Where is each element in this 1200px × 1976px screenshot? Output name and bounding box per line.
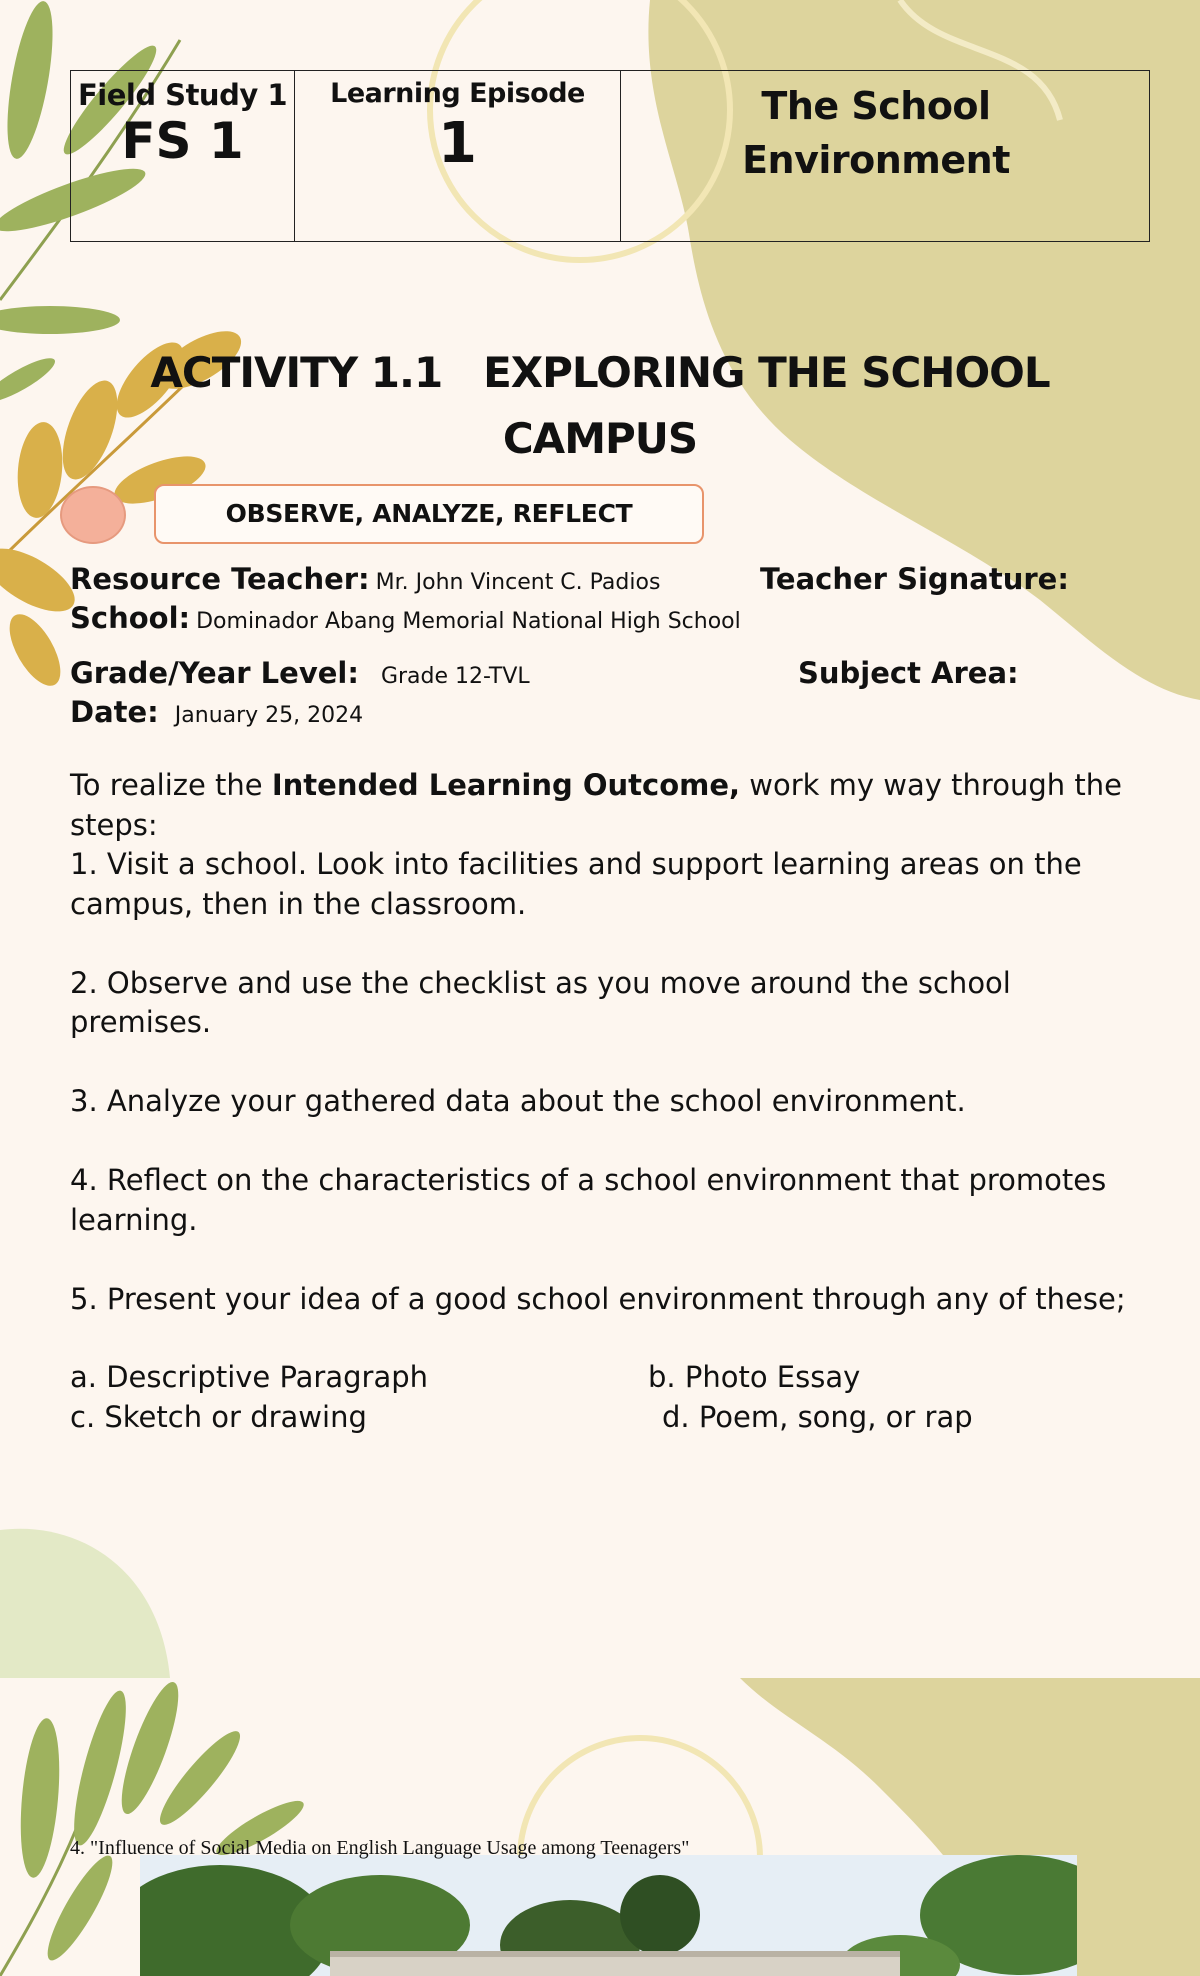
banner-circle-decoration: [60, 486, 126, 544]
school-value: Dominador Abang Memorial National High School: [196, 609, 741, 634]
activity-title-line-1: ACTIVITY 1.1 EXPLORING THE SCHOOL: [150, 348, 1050, 397]
learning-episode-cell: [295, 71, 621, 241]
school-campus-photo: [140, 1855, 1077, 1976]
step-item: 5. Present your idea of a good school environment through any of these;: [70, 1281, 1126, 1316]
step-item: 2. Observe and use the checklist as you move around the school premises.: [70, 965, 1011, 1039]
activity-title-line-2: CAMPUS: [502, 414, 698, 463]
intro-prefix: To realize the: [70, 768, 272, 802]
instructions-body: [70, 766, 1130, 1319]
green-blob-shape: [0, 1529, 170, 1678]
header-table: [70, 70, 1150, 242]
option-item: a. Descriptive Paragraph: [70, 1360, 429, 1394]
step-item: 1. Visit a school. Look into facilities and support learning areas on the campus, then in the classroom.: [70, 847, 1082, 921]
activity-title: [90, 340, 1110, 472]
learning-episode-label: Learning Episode: [330, 78, 585, 109]
option-item: b. Photo Essay: [648, 1360, 861, 1394]
observe-analyze-reflect-banner: OBSERVE, ANALYZE, REFLECT: [154, 484, 704, 544]
step-item: 4. Reflect on the characteristics of a school environment that promotes learning.: [70, 1163, 1107, 1237]
field-study-label: Field Study 1: [77, 78, 288, 112]
grade-label: Grade/Year Level:: [70, 656, 359, 690]
school-photo-image: [140, 1855, 1077, 1976]
step-item: 3. Analyze your gathered data about the school environment.: [70, 1084, 966, 1118]
date-row: [70, 693, 363, 735]
intro-bold: Intended Learning Outcome,: [271, 768, 741, 802]
date-value: January 25, 2024: [174, 703, 364, 728]
field-study-code: FS 1: [121, 112, 244, 170]
option-item: c. Sketch or drawing: [70, 1399, 367, 1434]
teacher-signature-label: Teacher Signature:: [760, 562, 1069, 596]
resource-teacher-row: [70, 560, 660, 602]
intro-suffix: work my way through the steps:: [70, 768, 1122, 842]
field-study-cell: [71, 71, 295, 241]
instructions-intro: [70, 766, 1130, 845]
grade-value: Grade 12-TVL: [380, 664, 530, 689]
topic-title: The School Environment: [742, 84, 1010, 182]
learning-episode-number: 1: [438, 111, 477, 176]
school-label: School:: [70, 601, 191, 635]
subject-area-label: Subject Area:: [798, 656, 1019, 690]
resource-teacher-value: Mr. John Vincent C. Padios: [375, 570, 661, 595]
school-row: [70, 599, 741, 641]
option-item: d. Poem, song, or rap: [662, 1399, 973, 1434]
topic-cell: [621, 71, 1149, 241]
date-label: Date:: [70, 695, 159, 729]
resource-teacher-label: Resource Teacher:: [70, 562, 370, 596]
grade-row: [70, 654, 530, 696]
page-2-footnote: 4. "Influence of Social Media on English Language Usage among Teenagers": [70, 1837, 690, 1859]
